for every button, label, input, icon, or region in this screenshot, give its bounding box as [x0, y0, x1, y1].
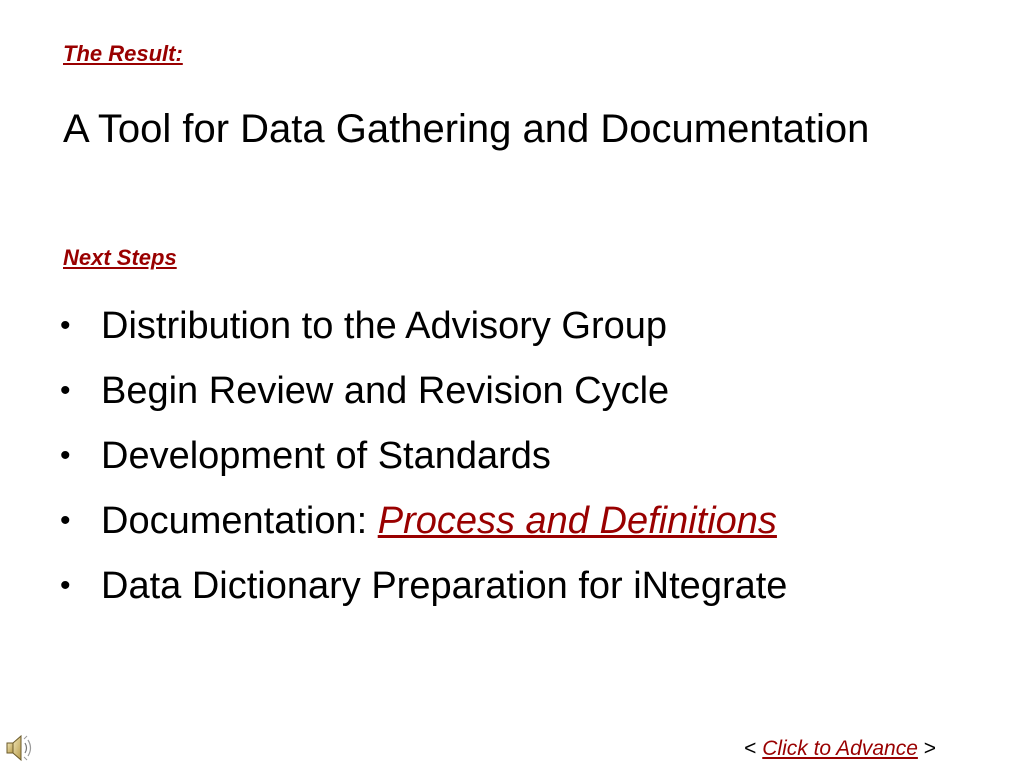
- list-item-text: Begin Review and Revision Cycle: [101, 370, 670, 412]
- speaker-icon-graphic: [2, 730, 38, 766]
- click-to-advance-link[interactable]: Click to Advance: [762, 737, 918, 760]
- bullet-icon: •: [60, 374, 71, 407]
- list-item-text: Distribution to the Advisory Group: [101, 305, 668, 347]
- advance-suffix: >: [917, 737, 936, 760]
- next-steps-heading-link[interactable]: Next Steps: [63, 245, 177, 270]
- list-item-text: Development of Standards: [101, 435, 551, 477]
- list-item-text: Data Dictionary Preparation for iNtegrate: [101, 565, 788, 607]
- advance-control: [744, 736, 936, 761]
- bullet-icon: •: [60, 504, 71, 537]
- bullet-icon: •: [60, 569, 71, 602]
- bullet-icon: •: [60, 309, 71, 342]
- list-item-text: Documentation:: [101, 500, 378, 542]
- list-item-text-with-link: [101, 494, 777, 548]
- bullet-icon: •: [60, 439, 71, 472]
- result-heading-link[interactable]: The Result:: [63, 41, 183, 66]
- process-and-definitions-link[interactable]: Process and Definitions: [377, 500, 777, 542]
- speaker-icon[interactable]: [2, 730, 38, 766]
- advance-prefix: <: [744, 737, 763, 760]
- slide-subtitle: A Tool for Data Gathering and Documentation: [63, 107, 870, 151]
